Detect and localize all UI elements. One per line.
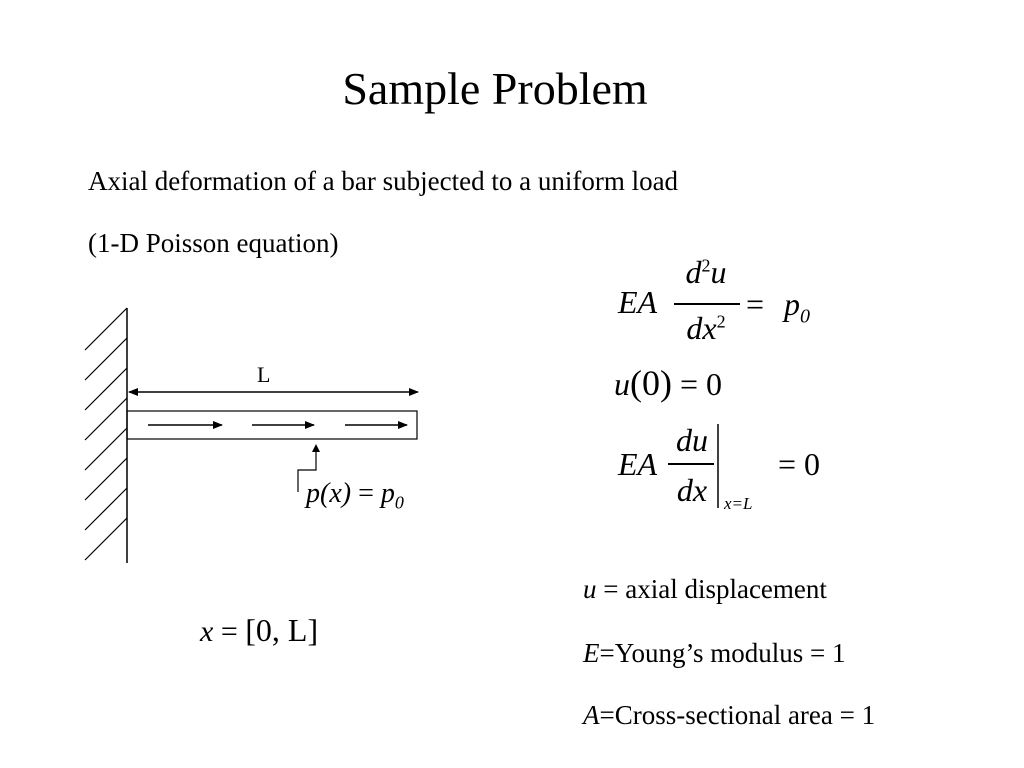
boundary-condition-1: u(0) = 0 (614, 363, 723, 403)
bc2-coefficient: EA (618, 446, 658, 482)
bc2-fraction-bar (668, 463, 714, 465)
ode-numerator: $d^2u$ (685, 254, 727, 290)
bc2-evaluation-point: x=L (724, 494, 753, 513)
load-lhs: p(x) (306, 478, 352, 509)
bc2-rhs: = 0 (778, 446, 821, 482)
length-label: L (257, 362, 271, 387)
domain-expression (200, 612, 318, 649)
definition-item: A=Cross-sectional area = 1 (583, 700, 876, 730)
ode-fraction-bar (674, 303, 740, 305)
fixed-wall (85, 308, 127, 563)
subtitle-line-2: (1-D Poisson equation) (88, 228, 339, 258)
subtitle-line-1: Axial deformation of a bar subjected to a uniform load (88, 166, 679, 196)
load-rhs: $p_0$ (380, 478, 404, 513)
domain-interval: [0, L] (245, 612, 319, 648)
load-equals: = (358, 478, 374, 509)
domain-variable: x (200, 615, 214, 648)
load-label (306, 478, 404, 514)
definition-item: E=Young’s modulus = 1 (583, 638, 846, 668)
ode-denominator: $dx^2$ (686, 310, 726, 346)
ode-coefficient: EA (618, 284, 658, 320)
bc2-numerator: du (676, 422, 708, 458)
definition-item: u = axial displacement (583, 574, 827, 604)
slide-title: Sample Problem (342, 63, 648, 114)
domain-equals: = (220, 615, 238, 648)
ode-rhs: $p_0$ (784, 286, 810, 328)
bc2-denominator: dx (676, 472, 708, 508)
ode-equals: = (746, 286, 765, 322)
